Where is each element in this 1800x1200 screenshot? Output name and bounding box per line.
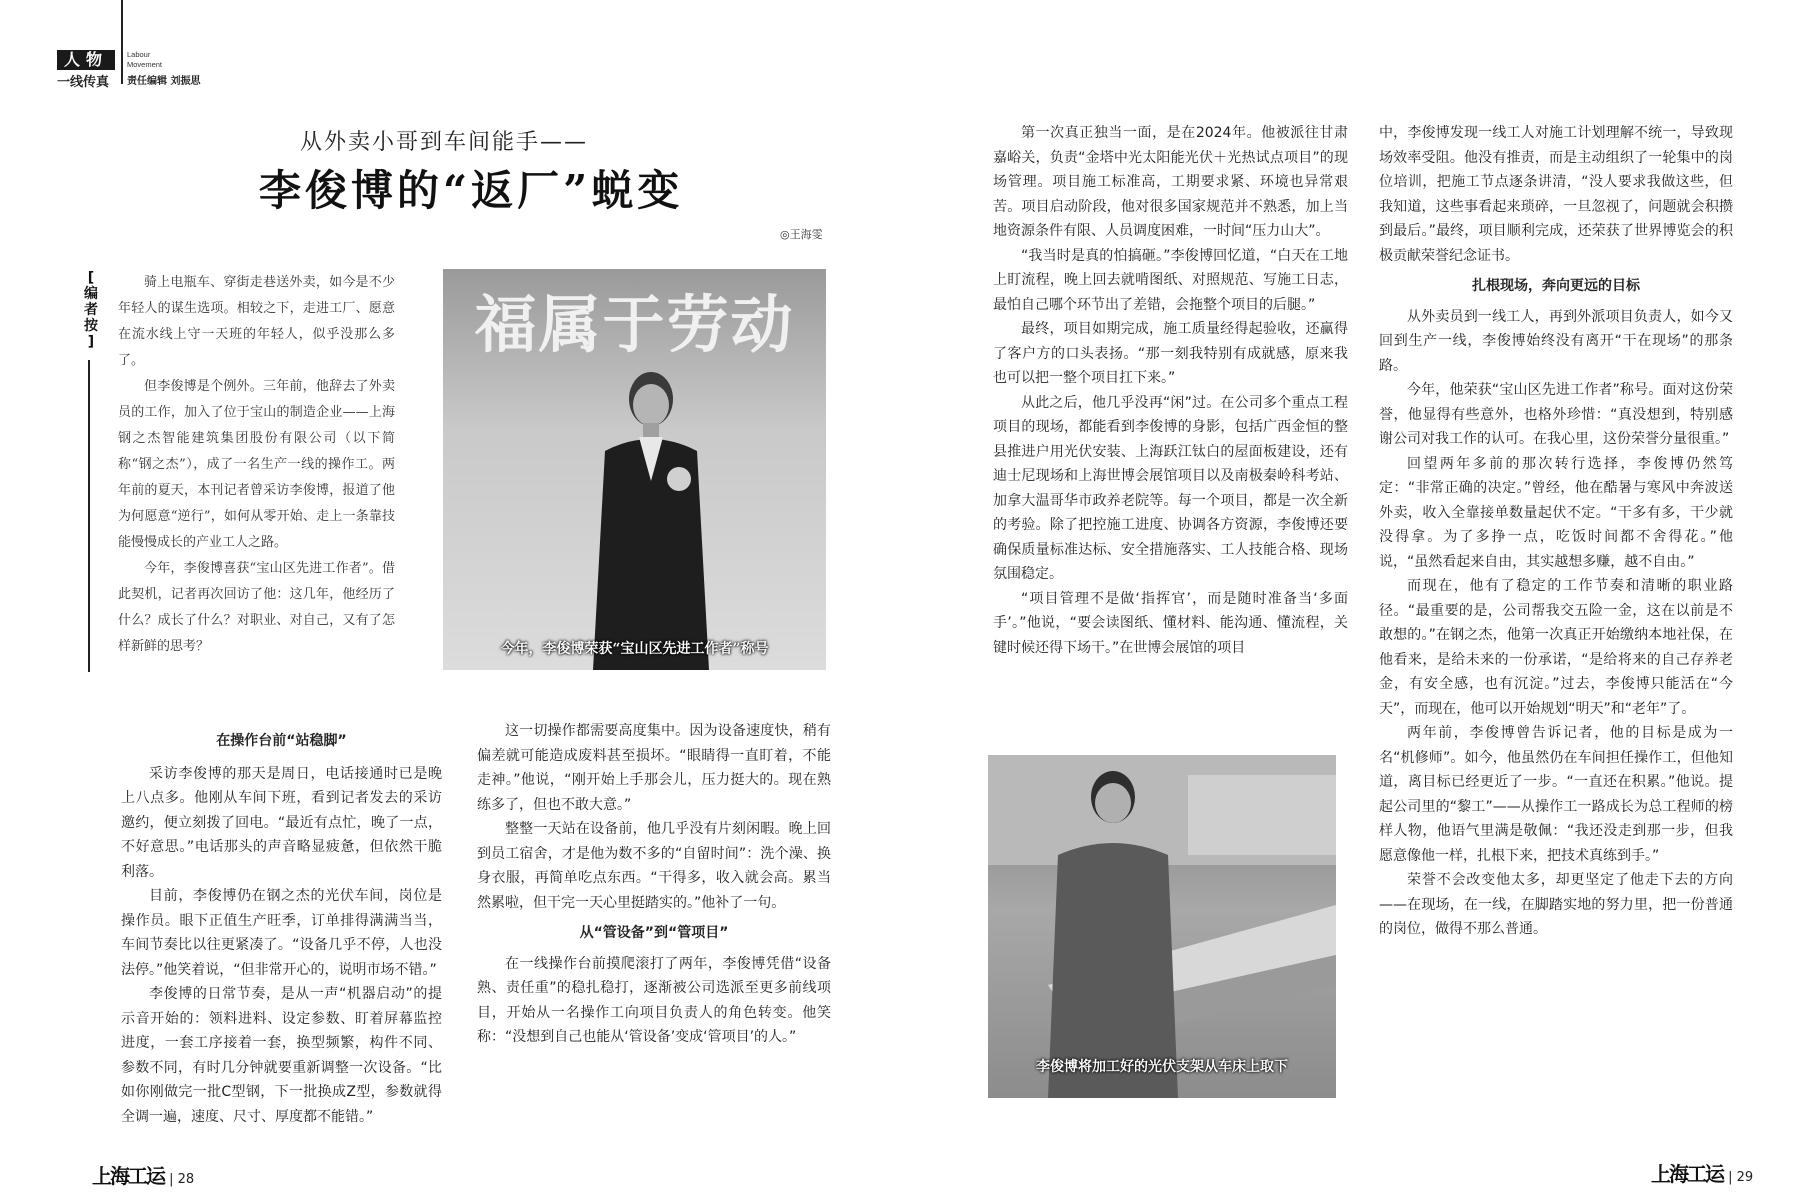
article-paragraph: 李俊博的日常节奏，是从一声“机器启动”的提示音开始的：领料进料、设定参数、盯着屏幕监控进度，一套工序接着一套，换型频繁，构件不同、参数不同，有时几分钟就要重新调整一次设备。“比如你刚做完一批C型钢，下一批换成Z型，参数就得全调一遍，速度、尺寸、厚度都不能错。” bbox=[121, 986, 442, 1125]
photo-caption: 李俊博将加工好的光伏支架从车床上取下 bbox=[1036, 1059, 1288, 1075]
editor-note bbox=[118, 270, 395, 660]
editor-note-paragraph: 今年，李俊博喜获“宝山区先进工作者”。借此契机，记者再次回访了他：这几年，他经历了什么？成长了什么？对职业、对自己，又有了怎样新鲜的思考？ bbox=[118, 561, 395, 654]
english-line-2: Movement bbox=[127, 60, 163, 69]
section-heading: 从“管设备”到“管项目” bbox=[579, 925, 729, 941]
article-column-3 bbox=[993, 121, 1348, 660]
photo-caption: 今年，李俊博荣获“宝山区先进工作者”称号 bbox=[500, 641, 769, 657]
page-number: 28 bbox=[177, 1172, 195, 1187]
magazine-logo: 上海工运 bbox=[92, 1164, 164, 1188]
article-paragraph: 这一切操作都需要高度集中。因为设备速度快，稍有偏差就可能造成废料甚至损坏。“眼睛得一直盯着，不能走神。”他说，“刚开始上手那会儿，压力挺大的。现在熟练多了，但也不敢大意。” bbox=[477, 723, 831, 813]
article-paragraph: 在一线操作台前摸爬滚打了两年，李俊博凭借“设备熟、责任重”的稳扎稳打，逐渐被公司选派至更多前线项目，开始从一名操作工向项目负责人的角色转变。他笑称：“没想到自己也能从‘管设备’变成‘管项目’的人。” bbox=[477, 955, 831, 1045]
page-number: 29 bbox=[1736, 1170, 1754, 1185]
workshop-photo bbox=[988, 755, 1336, 1098]
article-paragraph: 今年，他荣获“宝山区先进工作者”称号。面对这份荣誉，他显得有些意外，也格外珍惜：“真没想到，特别感谢公司对我工作的认可。在我心里，这份荣誉分量很重。” bbox=[1379, 382, 1733, 447]
article-paragraph: 中，李俊博发现一线工人对施工计划理解不统一，导致现场效率受阻。他没有推责，而是主动组织了一轮集中的岗位培训，把施工节点逐条讲清，“没人要求我做这些，但我知道，这些事看起来琐碎，一旦忽视了，问题就会积攒到最后。”最终，项目顺利完成，还荣获了世界博览会的积极贡献荣誉纪念证书。 bbox=[1379, 125, 1733, 264]
article-paragraph: “我当时是真的怕搞砸。”李俊博回忆道，“白天在工地上盯流程，晚上回去就啃图纸、对照规范、写施工日志，最怕自己哪个环节出了差错，会拖整个项目的后腿。” bbox=[993, 247, 1348, 313]
page-separator: | bbox=[1728, 1170, 1737, 1185]
page-separator: | bbox=[169, 1172, 178, 1187]
portrait-photo bbox=[443, 269, 826, 670]
article-paragraph: “项目管理不是做‘指挥官’，而是随时准备当‘多面手’。”他说，“要会读图纸、懂材料、能沟通、懂流程，关键时候还得下场干。”在世博会展馆的项目 bbox=[993, 590, 1348, 656]
section-sublabel: 一线传真 bbox=[57, 75, 110, 90]
footer-left bbox=[92, 1160, 194, 1189]
editor-note-label-text: 编者按 bbox=[84, 286, 98, 334]
article-title: 李俊博的“返厂”蜕变 bbox=[259, 166, 684, 215]
article-paragraph: 从此之后，他几乎没再“闲”过。在公司多个重点工程项目的现场，都能看到李俊博的身影，包括广西金恒的整县推进户用光伏安装、上海跃江钛白的屋面板建设，还有迪士尼现场和上海世博会展馆项目以及南极秦岭科考站、加拿大温哥华市政养老院等。每一个项目，都是一次全新的考验。除了把控施工进度、协调各方资源，李俊博还要确保质量标准达标、安全措施落实、工人技能合格、现场氛围稳定。 bbox=[993, 394, 1348, 582]
editor-note-label: [ 编者按 ] bbox=[84, 270, 98, 350]
footer-right bbox=[1651, 1158, 1753, 1187]
section-heading: 扎根现场，奔向更远的目标 bbox=[1472, 278, 1640, 294]
english-line-1: Labour bbox=[127, 50, 151, 59]
section-heading: 在操作台前“站稳脚” bbox=[216, 733, 347, 749]
workshop-scene bbox=[988, 755, 1336, 1098]
editor-note-rule bbox=[88, 360, 90, 672]
article-column-2 bbox=[477, 719, 831, 1050]
article-column-1 bbox=[121, 729, 442, 1129]
article-column-4 bbox=[1379, 121, 1733, 942]
header-divider bbox=[121, 0, 123, 84]
article-paragraph: 回望两年多前的那次转行选择，李俊博仍然笃定：“非常正确的决定。”曾经，他在酷暑与寒风中奔波送外卖，收入全靠接单数量起伏不定。“干多有多，干少就没得拿。为了多挣一点，吃饭时间都不舍得花。”他说，“虽然看起来自由，其实越想多赚，越不自由。” bbox=[1379, 455, 1733, 570]
magazine-logo: 上海工运 bbox=[1651, 1162, 1723, 1186]
article-paragraph: 第一次真正独当一面，是在2024年。他被派往甘肃嘉峪关，负责“金塔中光太阳能光伏＋光热试点项目”的现场管理。项目施工标准高，工期要求紧、环境也异常艰苦。项目启动阶段，他对很多国家规范并不熟悉，加上当地资源条件有限、人员调度困难，一时间“压力山大”。 bbox=[993, 125, 1348, 239]
article-paragraph: 最终，项目如期完成，施工质量经得起验收，还赢得了客户方的口头表扬。“那一刻我特别有成就感，原来我也可以把一整个项目扛下来。” bbox=[993, 321, 1348, 386]
article-subtitle: 从外卖小哥到车间能手—— bbox=[300, 130, 589, 155]
article-paragraph: 荣誉不会改变他太多，却更坚定了他走下去的方向——在现场，在一线，在脚踏实地的努力里，把一份普通的岗位，做得不那么普通。 bbox=[1379, 872, 1733, 937]
article-paragraph: 而现在，他有了稳定的工作节奏和清晰的职业路径。“最重要的是，公司帮我交五险一金，这在以前是不敢想的。”在钢之杰，他第一次真正开始缴纳本地社保，在他看来，是给未来的一份承诺，“是给将来的自己存养老金，有安全感，也有沉淀。”过去，李俊博只能活在“今天”，而现在，他可以开始规划“明天”和“老年”了。 bbox=[1379, 578, 1733, 717]
article-paragraph: 两年前，李俊博曾告诉记者，他的目标是成为一名“机修师”。如今，他虽然仍在车间担任操作工，但他知道，离目标已经更近了一步。“一直还在积累。”他说。提起公司里的“黎工”——从操作工一路成长为总工程师的榜样人物，他语气里满是敬佩：“我还没走到那一步，但我愿意像他一样，扎根下来，把技术真练到手。” bbox=[1379, 725, 1733, 864]
article-paragraph: 采访李俊博的那天是周日，电话接通时已是晚上八点多。他刚从车间下班，看到记者发去的采访邀约，便立刻拨了回电。“最近有点忙，晚了一点，不好意思。”电话那头的声音略显疲惫，但依然干脆利落。 bbox=[121, 765, 442, 880]
editor-note-paragraph: 但李俊博是个例外。三年前，他辞去了外卖员的工作，加入了位于宝山的制造企业——上海钢之杰智能建筑集团股份有限公司（以下简称“钢之杰”），成了一名生产一线的操作工。两年前的夏天，本刊记者曾采访李俊博，报道了他为何愿意“逆行”，如何从零开始、走上一条靠技能慢慢成长的产业工人之路。 bbox=[118, 379, 395, 550]
person-silhouette bbox=[593, 361, 709, 670]
article-paragraph: 从外卖员到一线工人，再到外派项目负责人，如今又回到生产一线，李俊博始终没有离开“干在现场”的那条路。 bbox=[1379, 308, 1733, 374]
article-paragraph: 整整一天站在设备前，他几乎没有片刻闲暇。晚上回到员工宿舍，才是他为数不多的“自留时间”：洗个澡、换身衣服，再简单吃点东西。“干得多，收入就会高。累当然累啦，但干完一天心里挺踏实的。”他补了一句。 bbox=[477, 821, 831, 911]
article-paragraph: 目前，李俊博仍在钢之杰的光伏车间，岗位是操作员。眼下正值生产旺季，订单排得满满当当，车间节奏比以往更紧凑了。“设备几乎不停，人也没法停。”他笑着说，“但非常开心的，说明市场不错。” bbox=[121, 888, 442, 978]
editor-note-paragraph: 骑上电瓶车、穿街走巷送外卖，如今是不少年轻人的谋生选项。相较之下，走进工厂、愿意在流水线上守一天班的年轻人，似乎没那么多了。 bbox=[118, 275, 395, 368]
editor-credit: 责任编辑 刘振思 bbox=[127, 76, 201, 87]
section-label: 人物 bbox=[57, 50, 115, 70]
section-english bbox=[127, 50, 162, 70]
article-author: ◎王海雯 bbox=[780, 228, 823, 241]
photo-banner-text: 福属于劳动 bbox=[474, 288, 795, 361]
